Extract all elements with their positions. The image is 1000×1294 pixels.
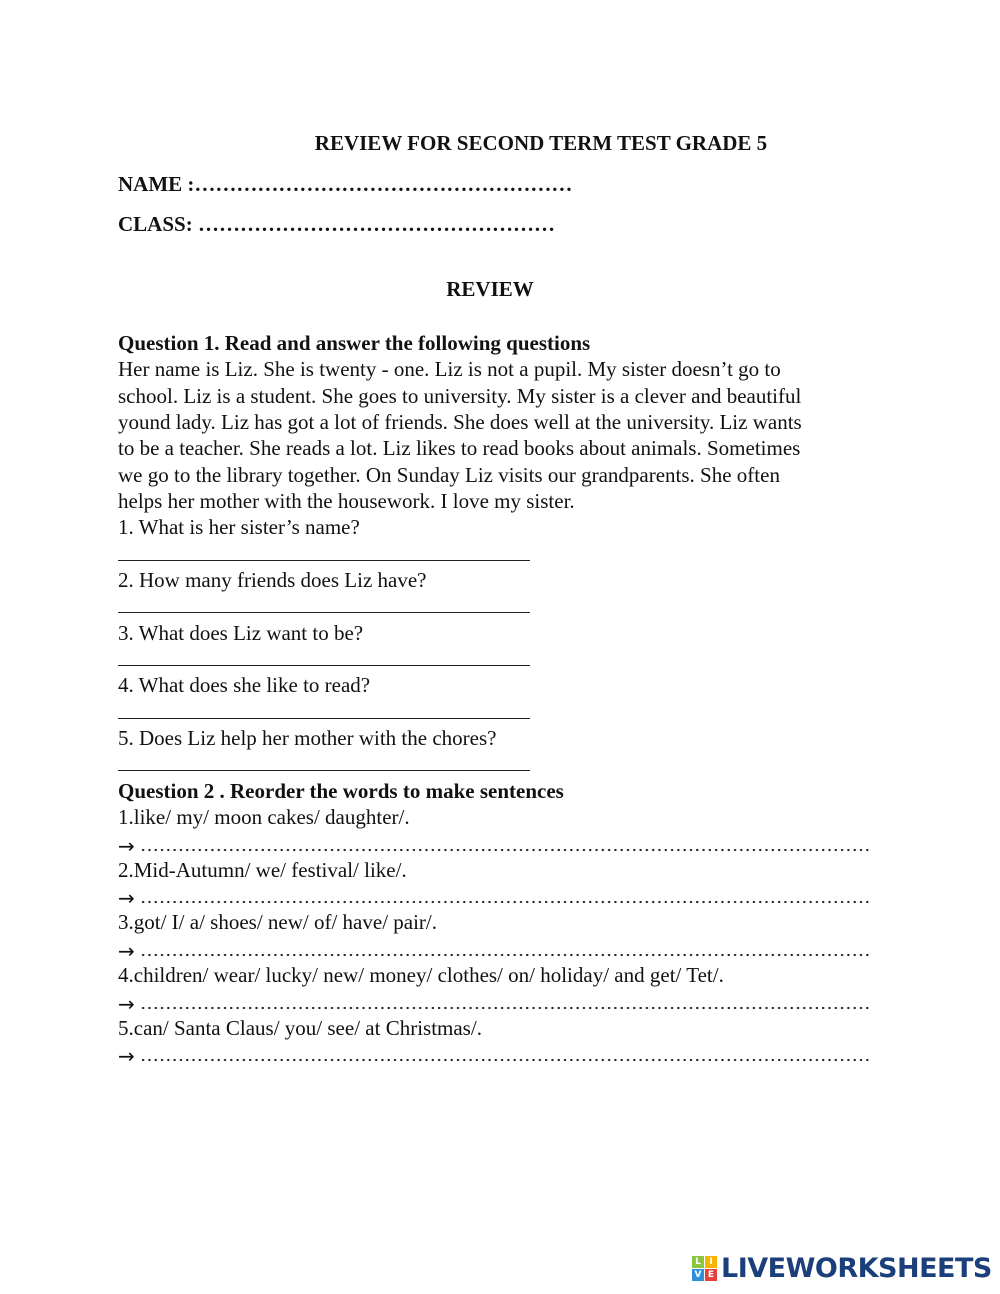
reorder-item-2: 2.Mid-Autumn/ we/ festival/ like/.	[118, 857, 407, 882]
class-field: CLASS: ……………………………………………	[118, 212, 555, 236]
answer-line-5[interactable]	[118, 752, 530, 771]
worksheet-title: REVIEW FOR SECOND TERM TEST GRADE 5	[314, 131, 768, 155]
logo-tile: I	[705, 1256, 717, 1268]
question2-heading: Question 2 . Reorder the words to make sentences	[118, 778, 564, 803]
logo-tile: V	[692, 1269, 704, 1281]
reorder-item-3: 3.got/ I/ a/ shoes/ new/ of/ have/ pair/.	[118, 910, 438, 935]
answer-line-2[interactable]	[118, 594, 530, 613]
logo-tile: L	[692, 1256, 704, 1268]
reorder-answer-4[interactable]	[140, 1006, 870, 1010]
section-heading: REVIEW	[446, 277, 534, 301]
arrow-icon: →	[118, 833, 135, 858]
logo-tile: E	[705, 1269, 717, 1281]
reorder-answer-5[interactable]	[140, 1058, 870, 1062]
logo-tiles-icon	[692, 1256, 717, 1281]
reorder-answer-3[interactable]	[140, 953, 870, 957]
arrow-icon: →	[118, 938, 135, 963]
reorder-answer-2[interactable]	[140, 900, 870, 904]
liveworksheets-logo	[692, 1253, 992, 1284]
reorder-item-4: 4.children/ wear/ lucky/ new/ money/ clothes/ on/ holiday/ and get/ Tet/.	[118, 962, 724, 987]
reorder-item-5: 5.can/ Santa Claus/ you/ see/ at Christmas/.	[118, 1015, 482, 1040]
arrow-icon: →	[118, 1044, 135, 1069]
arrow-icon: →	[118, 886, 135, 911]
reorder-item-1: 1.like/ my/ moon cakes/ daughter/.	[118, 804, 410, 829]
question-2: 2. How many friends does Liz have?	[118, 567, 427, 592]
logo-text: LIVEWORKSHEETS	[721, 1253, 992, 1284]
worksheet-body	[118, 330, 898, 1067]
question-1: 1. What is her sister’s name?	[118, 515, 360, 540]
question-4: 4. What does she like to read?	[118, 673, 371, 698]
passage-line: helps her mother with the housework. I love my sister.	[118, 488, 575, 513]
question1-heading: Question 1. Read and answer the following questions	[118, 331, 591, 355]
answer-line-1[interactable]	[118, 542, 530, 561]
question-3: 3. What does Liz want to be?	[118, 620, 364, 645]
passage-line: to be a teacher. She reads a lot. Liz likes to read books about animals. Sometimes	[118, 436, 801, 461]
passage-line: yound lady. Liz has got a lot of friends. She does well at the university. Liz wants	[118, 409, 802, 434]
passage-line: we go to the library together. On Sunday Liz visits our grandparents. She often	[118, 462, 780, 487]
name-field: NAME :………………………………………………	[118, 172, 573, 196]
reorder-answer-1[interactable]	[140, 848, 870, 852]
answer-line-3[interactable]	[118, 647, 530, 666]
answer-line-4[interactable]	[118, 700, 530, 719]
arrow-icon: →	[118, 991, 135, 1016]
passage-line: school. Liz is a student. She goes to university. My sister is a clever and beautiful	[118, 383, 802, 408]
question-5: 5. Does Liz help her mother with the chores?	[118, 725, 497, 750]
passage-line: Her name is Liz. She is twenty - one. Liz is not a pupil. My sister doesn’t go to	[118, 357, 781, 382]
